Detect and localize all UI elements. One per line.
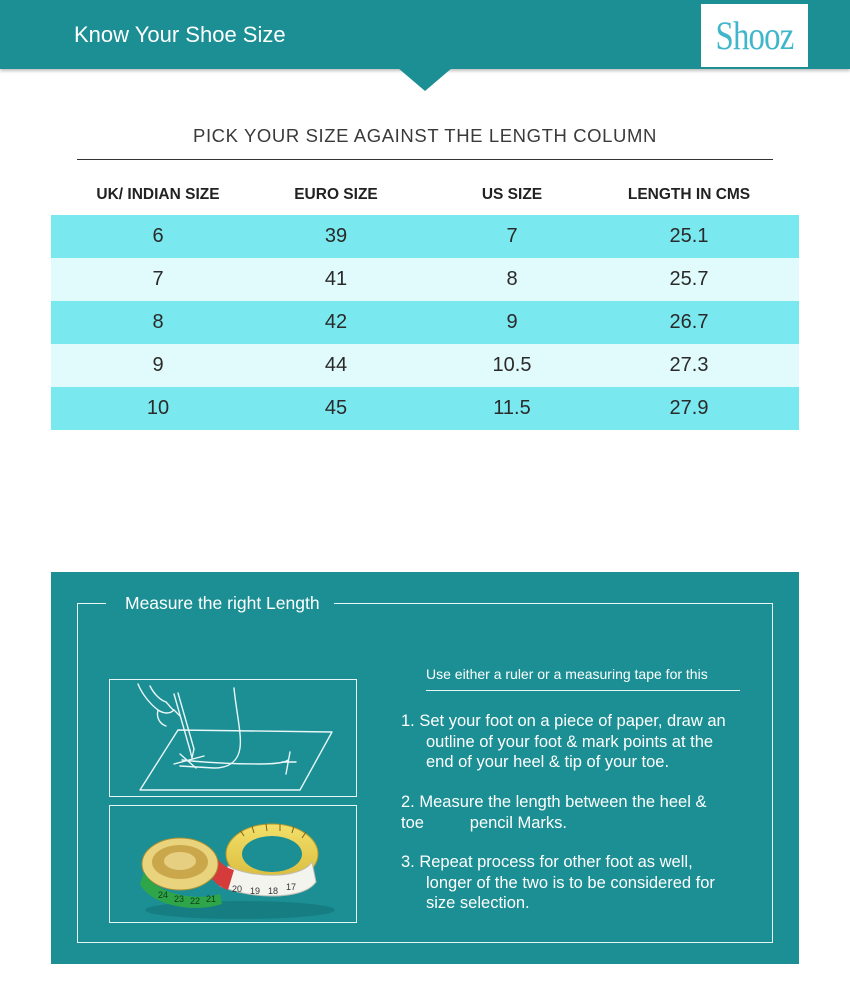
tape-number: 23 [174,894,185,904]
column-header-length: LENGTH IN CMS [627,186,751,203]
tape-number: 19 [250,886,261,896]
cell-euro-size: 44 [324,354,348,376]
tip-divider [426,690,740,691]
tape-number: 18 [268,886,279,896]
step-2-line-1: 2. Measure the length between the heel & [401,793,707,811]
tape-number: 24 [158,890,169,900]
header-pointer [398,68,452,91]
measuring-tape-icon [110,806,356,922]
step-3 [401,852,715,914]
cell-us-size: 7 [506,225,518,247]
table-row [51,215,799,258]
tape-number: 22 [190,896,201,906]
table-row [51,344,799,387]
size-table [51,215,799,430]
foot-tracing-icon [110,680,356,796]
header-bar [0,0,850,69]
column-header-uk-indian: UK/ INDIAN SIZE [96,186,220,203]
cell-length: 27.9 [669,397,709,419]
cell-us-size: 11.5 [493,397,531,419]
step-1-line-2: outline of your foot & mark points at the [426,732,714,751]
cell-length: 25.7 [669,268,709,290]
step-2-line-2: toe pencil Marks. [401,813,567,832]
table-row [51,387,799,430]
table-row [51,258,799,301]
cell-uk-size: 6 [152,225,164,247]
measuring-tape-illustration [109,805,357,923]
page-title: Know Your Shoe Size [74,22,286,47]
tape-number: 21 [206,894,217,904]
cell-us-size: 9 [506,311,518,333]
measuring-tip: Use either a ruler or a measuring tape for this [426,666,708,682]
cell-us-size: 10.5 [492,354,532,376]
size-chart-heading: PICK YOUR SIZE AGAINST THE LENGTH COLUMN [193,125,657,146]
cell-length: 26.7 [669,311,709,333]
measure-title: Measure the right Length [125,593,320,613]
cell-uk-size: 9 [152,354,164,376]
tape-number: 17 [286,882,297,892]
cell-uk-size: 7 [152,268,164,290]
cell-length: 27.3 [669,354,709,376]
step-3-line-3: size selection. [426,894,530,912]
cell-us-size: 8 [506,268,518,290]
cell-euro-size: 41 [324,268,348,290]
column-header-us: US SIZE [481,186,543,203]
measure-panel [51,572,799,964]
table-row [51,301,799,344]
step-1 [401,711,726,773]
step-1-line-3: end of your heel & tip of your toe. [426,753,670,771]
cell-euro-size: 45 [324,397,348,419]
step-2 [401,792,706,833]
cell-length: 25.1 [669,225,709,247]
foot-tracing-illustration [109,679,357,797]
cell-euro-size: 39 [324,225,348,247]
step-1-line-1: 1. Set your foot on a piece of paper, draw an [401,712,726,730]
step-3-line-2: longer of the two is to be considered for [426,873,715,892]
cell-uk-size: 8 [152,311,164,333]
shooz-logo[interactable] [701,4,808,67]
cell-uk-size: 10 [146,397,170,419]
heading-divider [77,159,773,160]
step-3-line-1: 3. Repeat process for other foot as well, [401,853,693,871]
logo-text: Shooz [715,13,794,58]
cell-euro-size: 42 [324,311,348,333]
column-header-euro: EURO SIZE [294,186,378,203]
tape-number: 20 [232,884,243,894]
